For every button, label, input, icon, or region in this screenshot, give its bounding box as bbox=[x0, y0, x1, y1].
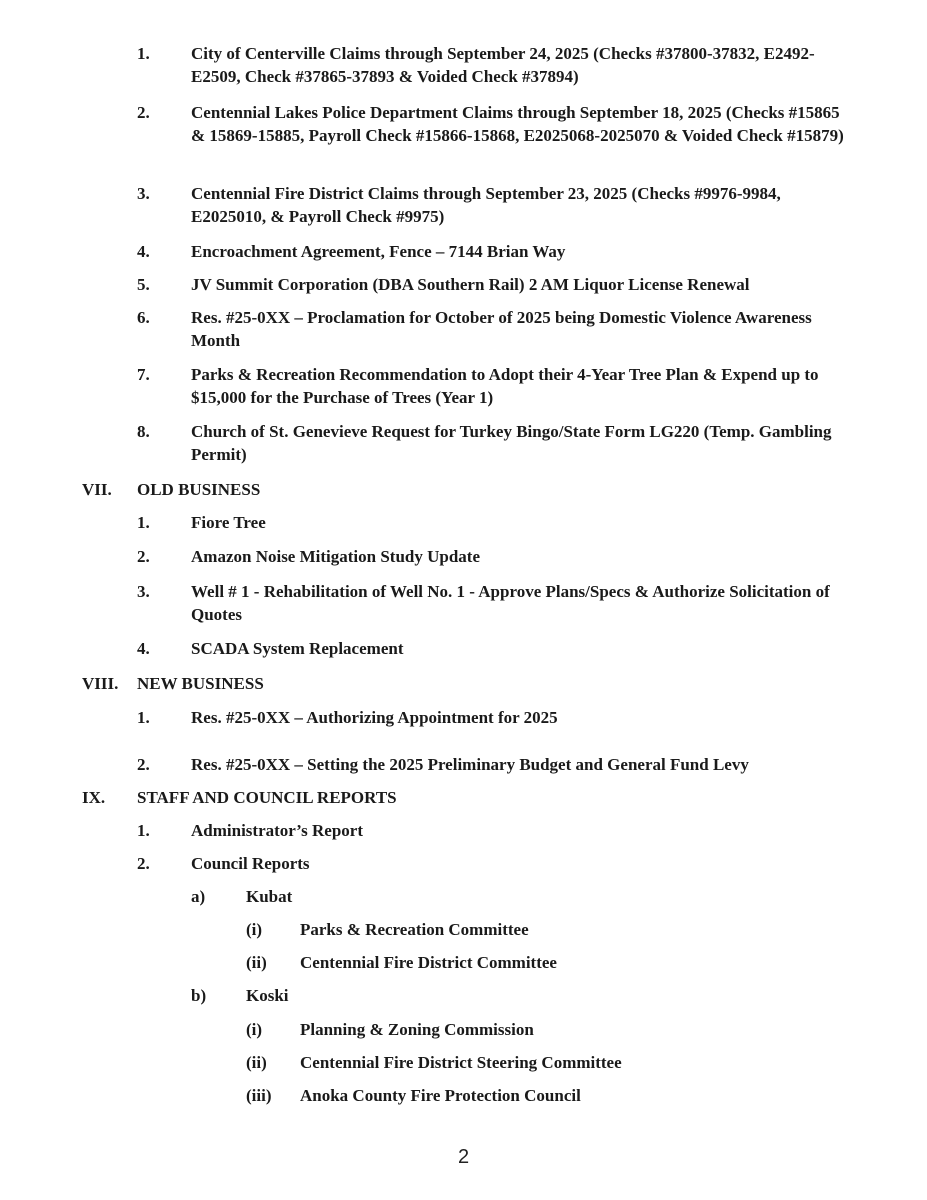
item-text: Administrator’s Report bbox=[191, 821, 364, 840]
item-text: Kubat bbox=[246, 887, 293, 906]
item-text: Fiore Tree bbox=[191, 513, 266, 532]
item-number: 3. bbox=[137, 582, 150, 601]
item-text: Koski bbox=[246, 986, 289, 1005]
item-number: 2. bbox=[137, 755, 150, 774]
item-text: Centennial Fire District Steering Committee bbox=[300, 1053, 622, 1072]
item-number: 4. bbox=[137, 639, 150, 658]
item-roman: (iii) bbox=[246, 1086, 272, 1105]
item-text: Parks & Recreation Committee bbox=[300, 920, 529, 939]
item-text: Encroachment Agreement, Fence – 7144 Brian Way bbox=[191, 242, 566, 261]
item-number: 5. bbox=[137, 275, 150, 294]
item-number: 2. bbox=[137, 547, 150, 566]
item-number: 1. bbox=[137, 821, 150, 840]
section-title: OLD BUSINESS bbox=[137, 480, 261, 499]
item-roman: (ii) bbox=[246, 1053, 267, 1072]
item-text: SCADA System Replacement bbox=[191, 639, 404, 658]
item-text: JV Summit Corporation (DBA Southern Rail) 2 AM Liquor License Renewal bbox=[191, 275, 750, 294]
item-number: 1. bbox=[137, 44, 150, 63]
item-text: Planning & Zoning Commission bbox=[300, 1020, 534, 1039]
item-number: 6. bbox=[137, 308, 150, 327]
item-roman: (i) bbox=[246, 920, 263, 939]
section-number: VIII. bbox=[82, 674, 119, 693]
item-text: Parks & Recreation Recommendation to Adopt their 4-Year Tree Plan & Expend up to $15,000 for the Purchase of Trees (Year 1) bbox=[191, 365, 819, 407]
item-number: 1. bbox=[137, 708, 150, 727]
section-number: IX. bbox=[82, 788, 106, 807]
item-text: Council Reports bbox=[191, 854, 310, 873]
item-text: Res. #25-0XX – Proclamation for October of 2025 being Domestic Violence Awareness Month bbox=[191, 308, 812, 350]
item-text: Res. #25-0XX – Setting the 2025 Preliminary Budget and General Fund Levy bbox=[191, 755, 749, 774]
item-text: Amazon Noise Mitigation Study Update bbox=[191, 547, 481, 566]
item-text: Centennial Fire District Claims through September 23, 2025 (Checks #9976-9984, E2025010, & Payroll Check #9975) bbox=[191, 184, 781, 226]
item-text: Res. #25-0XX – Authorizing Appointment for 2025 bbox=[191, 708, 558, 727]
item-text: Centennial Lakes Police Department Claims through September 18, 2025 (Checks #15865 & 15869-15885, Payroll Check #15866-15868, E2025068-2025070 & Voided Check #15879) bbox=[191, 103, 844, 145]
item-text: Church of St. Genevieve Request for Turkey Bingo/State Form LG220 (Temp. Gambling Permit) bbox=[191, 422, 832, 464]
item-text: City of Centerville Claims through September 24, 2025 (Checks #37800-37832, E2492-E2509, Check #37865-37893 & Voided Check #37894) bbox=[191, 44, 815, 86]
section-title: STAFF AND COUNCIL REPORTS bbox=[137, 788, 397, 807]
item-roman: (i) bbox=[246, 1020, 263, 1039]
section-title: NEW BUSINESS bbox=[137, 674, 264, 693]
item-number: 2. bbox=[137, 103, 150, 122]
item-text: Centennial Fire District Committee bbox=[300, 953, 557, 972]
page-number: 2 bbox=[457, 1146, 470, 1168]
item-text: Anoka County Fire Protection Council bbox=[300, 1086, 581, 1105]
item-letter: b) bbox=[191, 986, 207, 1005]
item-roman: (ii) bbox=[246, 953, 267, 972]
section-number: VII. bbox=[82, 480, 112, 499]
item-number: 2. bbox=[137, 854, 150, 873]
item-letter: a) bbox=[191, 887, 206, 906]
item-number: 7. bbox=[137, 365, 150, 384]
item-text: Well # 1 - Rehabilitation of Well No. 1 - Approve Plans/Specs & Authorize Solicitation of Quotes bbox=[191, 582, 830, 624]
item-number: 4. bbox=[137, 242, 150, 261]
item-number: 8. bbox=[137, 422, 150, 441]
item-number: 3. bbox=[137, 184, 150, 203]
item-number: 1. bbox=[137, 513, 150, 532]
